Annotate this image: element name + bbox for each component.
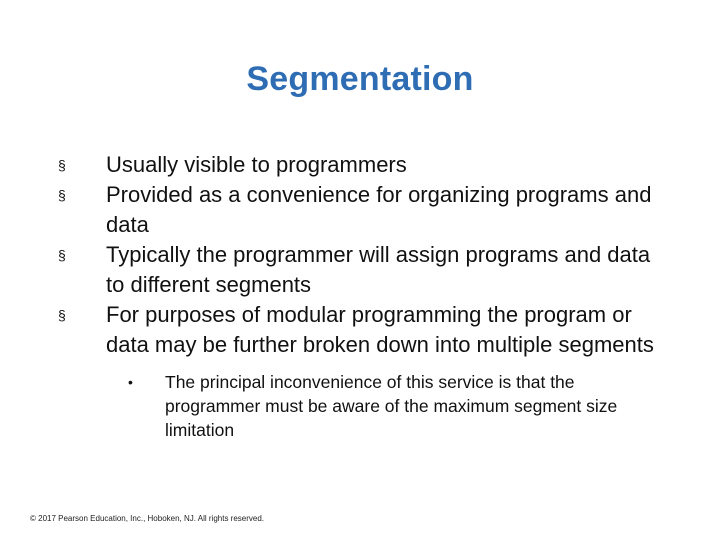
slide-title: Segmentation	[246, 60, 474, 98]
bullet-text: Provided as a convenience for organizing programs and data	[106, 182, 652, 237]
bullet-item	[58, 300, 668, 360]
bullet-marker: §	[58, 157, 66, 173]
bullet-item	[58, 180, 668, 240]
bullet-text: For purposes of modular programming the program or data may be further broken down into multiple segments	[106, 302, 654, 357]
bullet-item	[58, 150, 668, 180]
sub-bullet-marker: •	[128, 374, 133, 390]
copyright-footer: © 2017 Pearson Education, Inc., Hoboken, NJ. All rights reserved.	[30, 514, 265, 523]
bullet-text: Typically the programmer will assign programs and data to different segments	[106, 242, 651, 297]
bullet-text: Usually visible to programmers	[106, 152, 407, 177]
bullet-marker: §	[58, 247, 66, 263]
sub-bullet-text: The principal inconvenience of this service is that the programmer must be aware of the maximum segment size limitation	[165, 372, 618, 440]
bullet-marker: §	[58, 307, 66, 323]
bullet-item	[58, 240, 668, 300]
bullet-marker: §	[58, 187, 66, 203]
sub-bullet-item	[128, 370, 668, 442]
bullet-list	[58, 150, 668, 442]
